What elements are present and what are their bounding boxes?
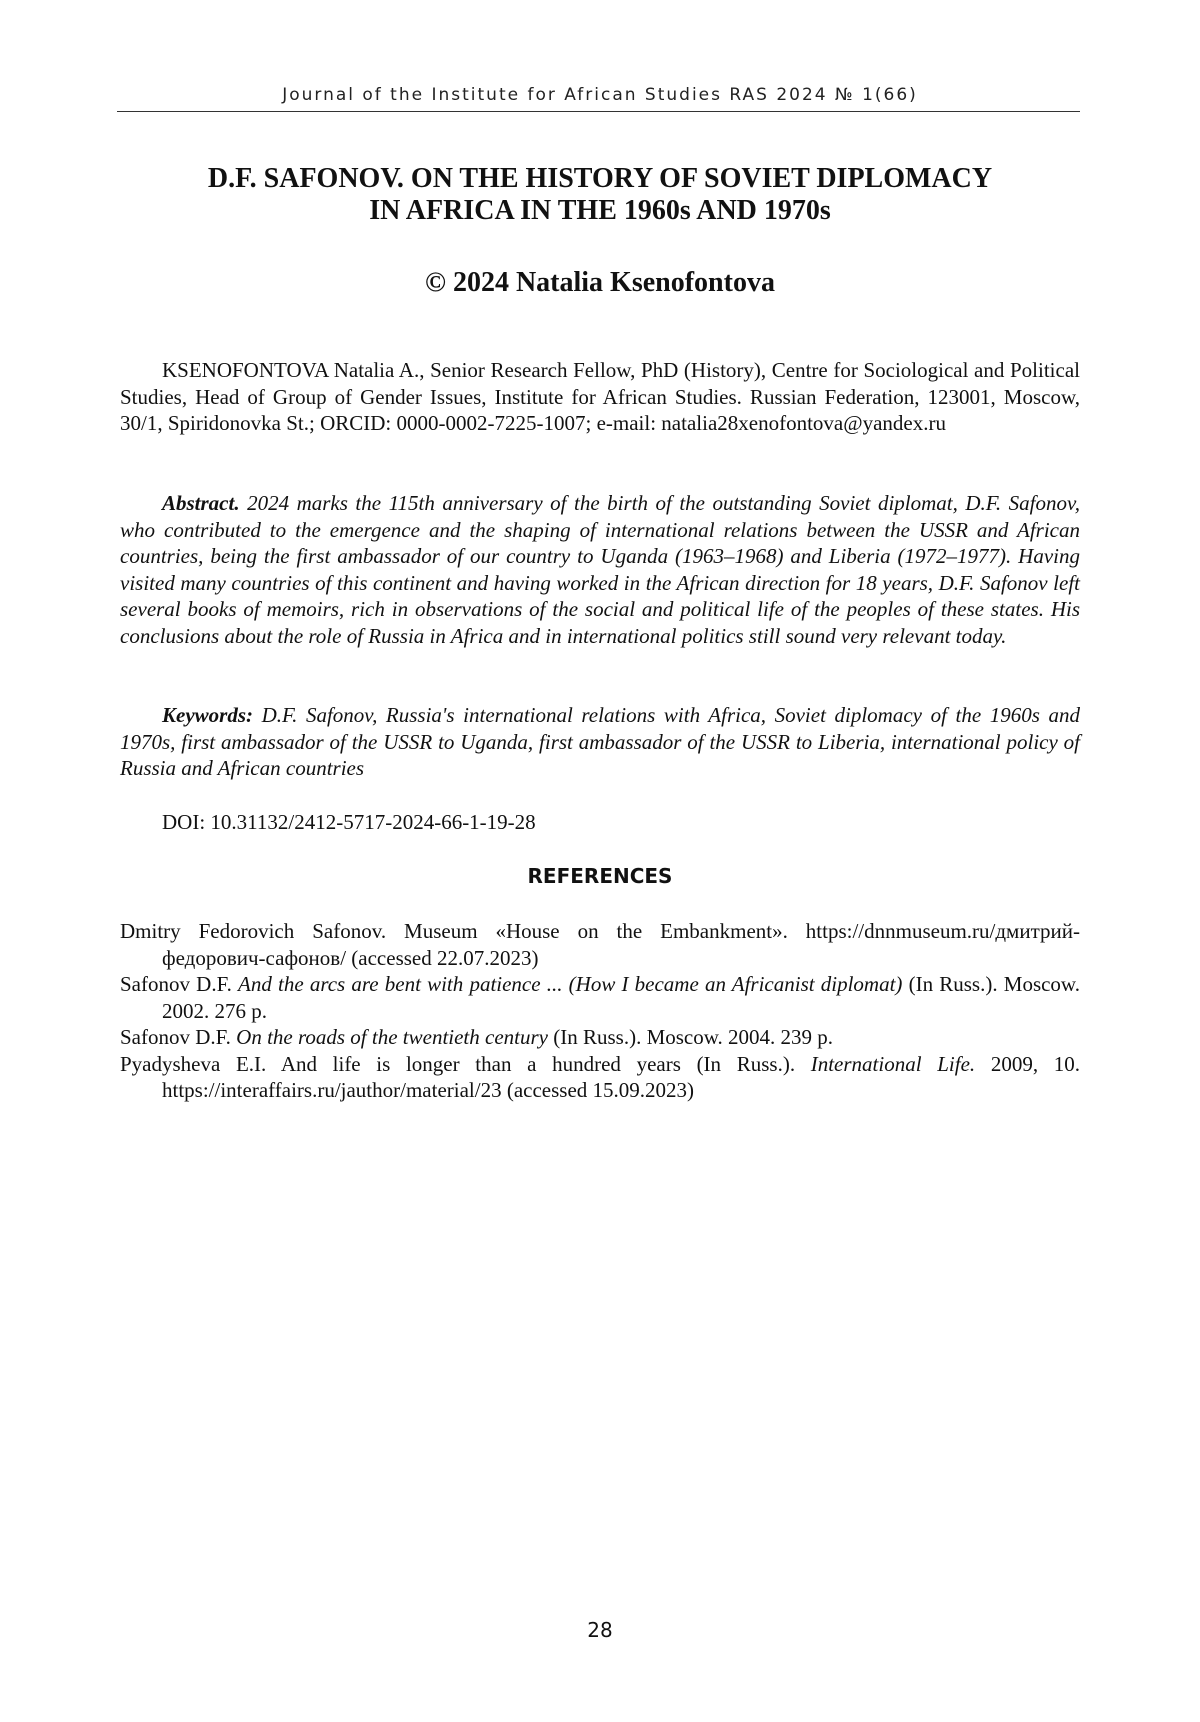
reference-text: Pyadysheva E.I. And life is longer than a hundred years (In Russ.). (120, 1051, 811, 1076)
reference-text: Safonov D.F. (120, 1025, 237, 1049)
journal-page (120, 0, 1080, 1722)
running-header: Journal of the Institute for African Studies RAS 2024 № 1(66) (282, 85, 918, 105)
author-affiliation: KSENOFONTOVA Natalia A., Senior Research Fellow, PhD (History), Centre for Sociological and Political Studies, Head of Group of Gender Issues, Institute for African Studies. Russian Federation, 123001, Moscow, 30/1, Spiridonovka St.; ORCID: 0000-0002-7225-1007; e-mail: natalia28xenofontova@yandex.ru (120, 358, 1080, 435)
reference-text: Safonov D.F. (120, 972, 238, 996)
page-number: 28 (587, 1618, 613, 1642)
reference-text: (In Russ.). Moscow. 2004. 239 p. (548, 1025, 834, 1049)
keywords-text: D.F. Safonov, Russia's international relations with Africa, Soviet diplomacy of the 1960s and 1970s, first ambassador of the USSR to Uganda, first ambassador of the USSR to Liberia, international policy of Russia and African countries (120, 703, 1081, 780)
author-copyright-line: © 2024 Natalia Ksenofontova (425, 267, 775, 298)
article-title-line-2: IN AFRICA IN THE 1960s AND 1970s (369, 195, 831, 226)
reference-text: 2009, 10. https://interaffairs.ru/jauthor/material/23 (accessed 15.09.2023) (162, 1051, 1080, 1102)
reference-text: (In Russ.). Moscow. 2002. 276 p. (162, 972, 1080, 1023)
reference-item (120, 1024, 1080, 1051)
doi: DOI: 10.31132/2412-5717-2024-66-1-19-28 (162, 810, 536, 834)
header-divider (117, 111, 1080, 112)
keywords (120, 702, 1080, 782)
reference-item (120, 1051, 1080, 1104)
keywords-label: Keywords: (162, 703, 253, 727)
reference-italic-title: And the arcs are bent with patience ... (How I became an Africanist diplomat) (238, 972, 903, 996)
references-list (120, 918, 1080, 1104)
article-title (120, 163, 1080, 227)
abstract (120, 490, 1080, 649)
reference-italic-title: On the roads of the twentieth century (236, 1025, 548, 1049)
reference-text: Dmitry Fedorovich Safonov. Museum «House on the Embankment». https://dnnmuseum.ru/дмитрий-федорович-сафонов/ (accessed 22.07.2023) (120, 919, 1080, 970)
reference-item (120, 971, 1080, 1024)
reference-item (120, 918, 1080, 971)
references-heading: REFERENCES (527, 864, 673, 888)
abstract-label: Abstract. (162, 491, 240, 515)
article-title-line-1: D.F. SAFONOV. ON THE HISTORY OF SOVIET DIPLOMACY (207, 163, 993, 194)
abstract-text: 2024 marks the 115th anniversary of the birth of the outstanding Soviet diplomat, D.F. Safonov, who contributed to the emergence and the shaping of international relations between the USSR and African countries, being the first ambassador of our country to Uganda (1963–1968) and Liberia (1972–1977). Having visited many countries of this continent and having worked in the African direction for 18 years, D.F. Safonov left several books of memoirs, rich in observations of the social and political life of the peoples of these states. His conclusions about the role of Russia in Africa and in international politics still sound very relevant today. (120, 491, 1080, 648)
reference-italic-title: International Life. (810, 1051, 976, 1076)
